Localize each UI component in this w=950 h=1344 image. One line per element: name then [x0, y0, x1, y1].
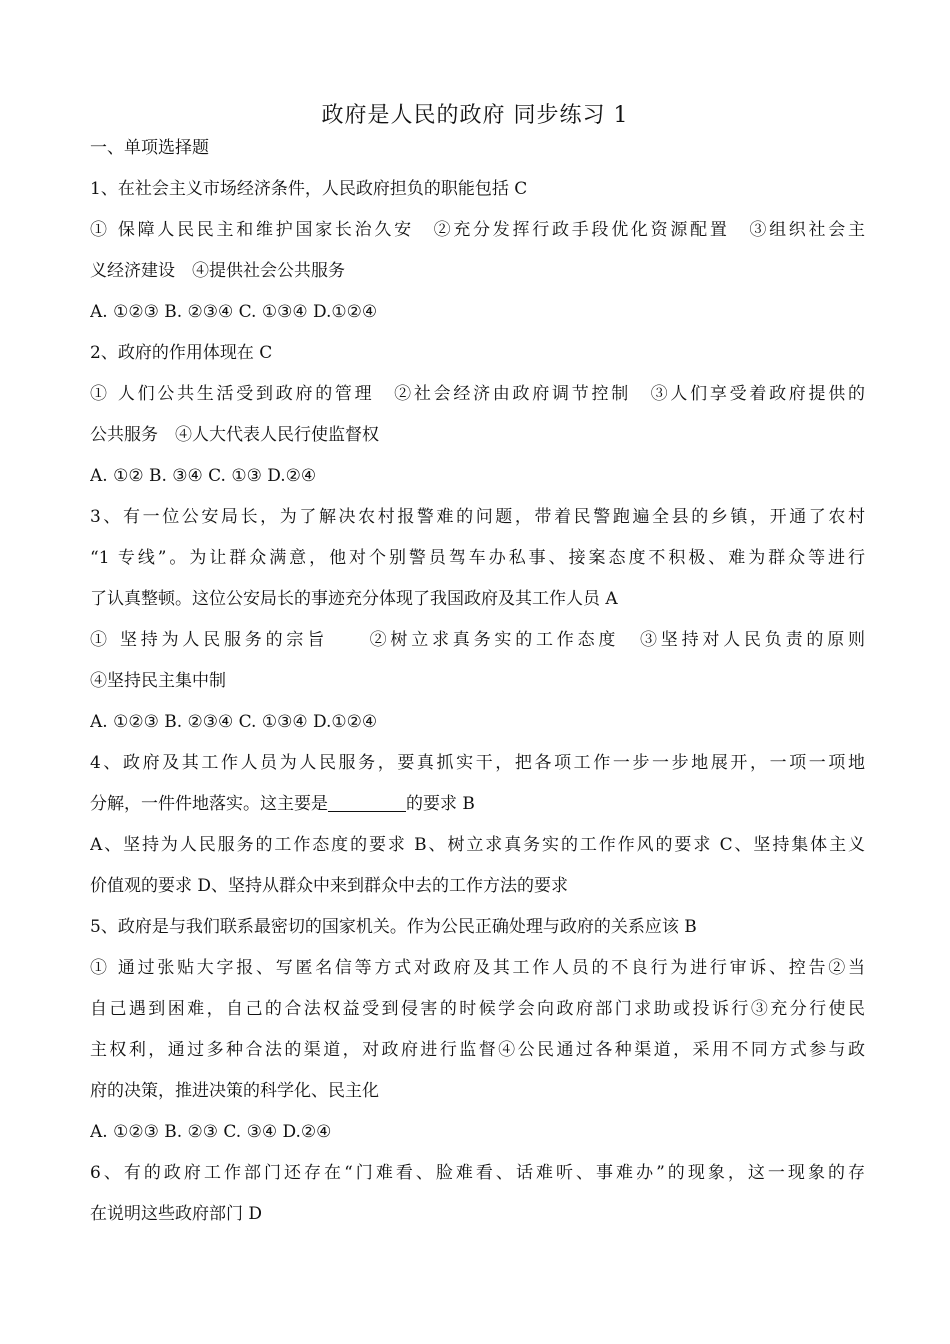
q5-options-line-1: ① 通过张贴大字报、写匿名信等方式对政府及其工作人员的不良行为进行审诉、控告②当 — [90, 958, 865, 978]
q4-stem-part-a: 分解，一件件地落实。这主要是 — [90, 794, 328, 814]
q6-stem-line-2: 在说明这些政府部门 D — [90, 1204, 263, 1224]
q5-options-line-4: 府的决策，推进决策的科学化、民主化 — [90, 1081, 379, 1101]
q4-options-line-2: 价值观的要求 D、坚持从群众中来到群众中去的工作方法的要求 — [90, 876, 569, 896]
q5-stem: 5、政府是与我们联系最密切的国家机关。作为公民正确处理与政府的关系应该 B — [90, 917, 697, 937]
q1-options-line-2: 义经济建设 ④提供社会公共服务 — [90, 261, 345, 281]
q3-options-line-2: ④坚持民主集中制 — [90, 671, 226, 691]
q2-answer-choices: A. ①② B. ③④ C. ①③ D.②④ — [90, 466, 317, 486]
section-heading: 一、单项选择题 — [90, 138, 209, 158]
q5-options-line-2: 自己遇到困难，自己的合法权益受到侵害的时候学会向政府部门求助或投诉行③充分行使民 — [90, 999, 865, 1019]
fill-in-blank — [328, 793, 406, 812]
q3-stem-line-2: “1 专线”。为让群众满意，他对个别警员驾车办私事、接案态度不积极、难为群众等进行 — [90, 548, 865, 568]
q2-stem: 2、政府的作用体现在 C — [90, 343, 273, 363]
q1-options-line-1: ① 保障人民民主和维护国家长治久安 ②充分发挥行政手段优化资源配置 ③组织社会主 — [90, 220, 865, 240]
q3-options-line-1: ① 坚持为人民服务的宗旨 ②树立求真务实的工作态度 ③坚持对人民负责的原则 — [90, 630, 865, 650]
q2-options-line-1: ① 人们公共生活受到政府的管理 ②社会经济由政府调节控制 ③人们享受着政府提供的 — [90, 384, 865, 404]
q5-options-line-3: 主权利，通过多种合法的渠道，对政府进行监督④公民通过各种渠道，采用不同方式参与政 — [90, 1040, 865, 1060]
q3-stem-line-3: 了认真整顿。这位公安局长的事迹充分体现了我国政府及其工作人员 A — [90, 589, 618, 609]
q4-stem-part-b: 的要求 B — [406, 794, 475, 814]
q5-answer-choices: A. ①②③ B. ②③ C. ③④ D.②④ — [90, 1122, 332, 1142]
q2-options-line-2: 公共服务 ④人大代表人民行使监督权 — [90, 425, 379, 445]
q4-stem-line-1: 4、政府及其工作人员为人民服务，要真抓实干，把各项工作一步一步地展开，一项一项地 — [90, 753, 865, 773]
q4-stem-line-2 — [90, 784, 865, 825]
q3-answer-choices: A. ①②③ B. ②③④ C. ①③④ D.①②④ — [90, 712, 378, 732]
page-title: 政府是人民的政府 同步练习 1 — [321, 103, 629, 128]
q1-answer-choices: A. ①②③ B. ②③④ C. ①③④ D.①②④ — [90, 302, 378, 322]
q4-options-line-1: A、坚持为人民服务的工作态度的要求 B、树立求真务实的工作作风的要求 C、坚持集体主义 — [90, 835, 865, 855]
q6-stem-line-1: 6、有的政府工作部门还存在“门难看、脸难看、话难听、事难办”的现象，这一现象的存 — [90, 1163, 865, 1183]
document-body — [90, 128, 865, 1235]
q3-stem-line-1: 3、有一位公安局长，为了解决农村报警难的问题，带着民警跑遍全县的乡镇，开通了农村 — [90, 507, 865, 527]
q1-stem: 1、在社会主义市场经济条件，人民政府担负的职能包括 C — [90, 179, 528, 199]
